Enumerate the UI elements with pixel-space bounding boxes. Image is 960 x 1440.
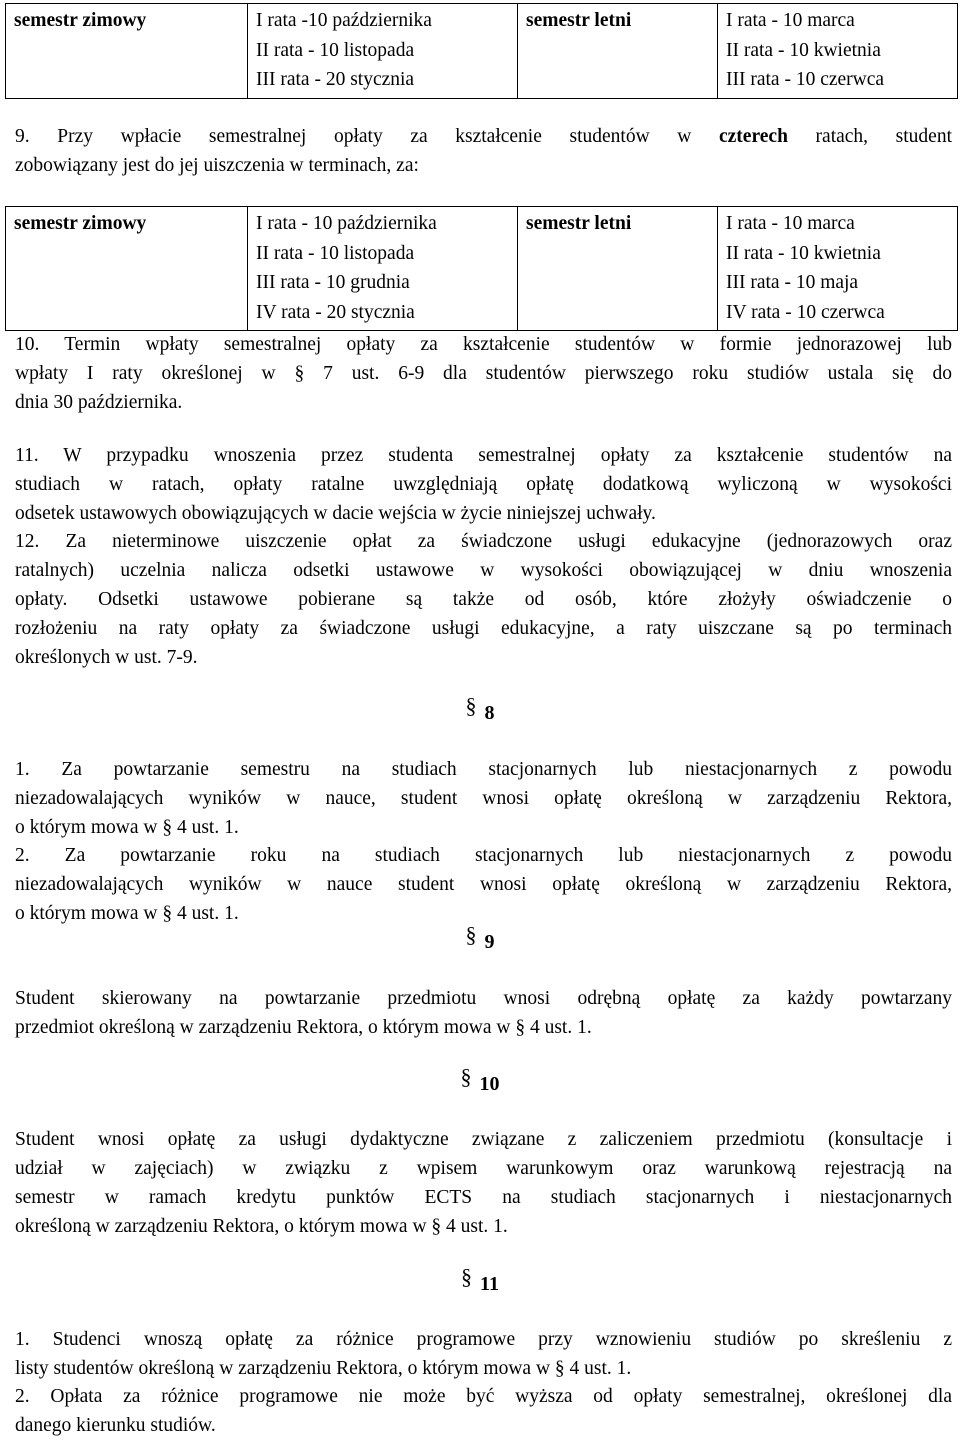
summer-rates-cell [718, 4, 958, 99]
paragraph-line: semestr w ramach kredytu punktów ECTS na studiach stacjonarnych i niestacjonarnych [15, 1187, 952, 1208]
paragraph-line: studiach w ratach, opłaty ratalne uwzględniają opłatę dodatkową wyliczoną w wysokości [15, 474, 952, 495]
paragraph-line: danego kierunku studiów. [15, 1415, 216, 1436]
paragraph-line: niezadowalających wyników w nauce, student wnosi opłatę określoną w zarządzeniu Rektora, [15, 788, 952, 809]
section-symbol: § [465, 922, 477, 947]
table-row [6, 207, 958, 331]
rate-line: I rata -10 października [256, 10, 432, 31]
paragraph-line: 1. Studenci wnoszą opłatę za różnice programowe przy wznowieniu studiów po skreśleniu z [15, 1329, 952, 1350]
paragraph-line: Student skierowany na powtarzanie przedmiotu wnosi odrębną opłatę za każdy powtarzany [15, 988, 952, 1009]
table-row [6, 4, 958, 99]
paragraph-line: udział w zajęciach) w związku z wpisem warunkowym oraz warunkową rejestracją na [15, 1158, 952, 1179]
text-run: ratach, student [787, 126, 952, 147]
rate-line: I rata - 10 marca [726, 213, 855, 234]
bold-text: czterech [719, 126, 788, 147]
paragraph-12 [15, 527, 952, 672]
section-heading-8 [0, 693, 960, 728]
section-11-paragraph-2 [15, 1382, 952, 1440]
summer-semester-label: semestr letni [518, 207, 718, 331]
section-heading-11 [0, 1264, 960, 1299]
paragraph-line: o którym mowa w § 4 ust. 1. [15, 817, 239, 838]
rate-line: III rata - 10 czerwca [726, 69, 885, 90]
section-8-paragraph-1 [15, 755, 952, 842]
paragraph-line: Student wnosi opłatę za usługi dydaktyczne związane z zaliczeniem przedmiotu (konsultacje i [15, 1129, 952, 1150]
paragraph-line: określoną w zarządzeniu Rektora, o którym mowa w § 4 ust. 1. [15, 1216, 508, 1237]
section-8-paragraph-2 [15, 841, 952, 928]
installments-table-3 [5, 3, 958, 99]
winter-semester-label: semestr zimowy [6, 4, 248, 99]
summer-semester-label: semestr letni [518, 4, 718, 99]
rate-line: II rata - 10 kwietnia [726, 39, 881, 61]
section-number: 8 [484, 702, 495, 724]
paragraph-line: listy studentów określoną w zarządzeniu Rektora, o którym mowa w § 4 ust. 1. [15, 1358, 632, 1379]
paragraph-line: odsetek ustawowych obowiązujących w dacie wejścia w życie niniejszej uchwały. [15, 503, 656, 524]
paragraph-line [15, 122, 952, 151]
rate-line: III rata - 10 grudnia [256, 272, 410, 293]
installments-table-4 [5, 206, 958, 331]
section-symbol: § [461, 1264, 473, 1289]
summer-rates-cell [718, 207, 958, 331]
paragraph-line: rozłożeniu na raty opłaty za świadczone usługi edukacyjne, a raty uiszczane są po terminach [15, 618, 952, 639]
rate-line: I rata - 10 października [256, 213, 437, 234]
paragraph-line: 2. Za powtarzanie roku na studiach stacjonarnych lub niestacjonarnych z powodu [15, 845, 952, 866]
paragraph-line: wpłaty I raty określonej w § 7 ust. 6-9 dla studentów pierwszego roku studiów ustala się do [15, 363, 952, 384]
rate-line: IV rata - 10 czerwca [726, 301, 885, 323]
paragraph-9 [15, 122, 952, 180]
rate-line: II rata - 10 listopada [256, 242, 415, 264]
text-run: 9. Przy wpłacie semestralnej opłaty za kształcenie studentów w [15, 126, 719, 147]
section-10-paragraph [15, 1125, 952, 1241]
paragraph-line: 2. Opłata za różnice programowe nie może być wyższa od opłaty semestralnej, określonej dla [15, 1386, 952, 1407]
section-number: 10 [479, 1073, 500, 1095]
paragraph-line: 12. Za nieterminowe uiszczenie opłat za świadczone usługi edukacyjne (jednorazowych oraz [15, 531, 952, 552]
paragraph-line: ratalnych) uczelnia nalicza odsetki ustawowe w wysokości obowiązującej w dniu wnoszenia [15, 560, 952, 581]
section-heading-10 [0, 1064, 960, 1099]
rate-line: III rata - 20 stycznia [256, 69, 415, 90]
paragraph-line: opłaty. Odsetki ustawowe pobierane są także od osób, które złożyły oświadczenie o [15, 589, 952, 610]
paragraph-10 [15, 330, 952, 417]
winter-rates-cell [248, 4, 518, 99]
paragraph-11 [15, 441, 952, 528]
section-9-paragraph [15, 984, 952, 1042]
paragraph-line: niezadowalających wyników w nauce student wnosi opłatę określoną w zarządzeniu Rektora, [15, 874, 952, 895]
rate-line: III rata - 10 maja [726, 272, 859, 293]
section-symbol: § [460, 1064, 472, 1089]
section-heading-9 [0, 922, 960, 957]
rate-line: II rata - 10 listopada [256, 39, 415, 61]
paragraph-line: 10. Termin wpłaty semestralnej opłaty za kształcenie studentów w formie jednorazowej lub [15, 334, 952, 355]
rate-line: II rata - 10 kwietnia [726, 242, 881, 264]
rate-line: I rata - 10 marca [726, 10, 855, 31]
paragraph-line: o którym mowa w § 4 ust. 1. [15, 903, 239, 924]
winter-rates-cell [248, 207, 518, 331]
paragraph-line: przedmiot określoną w zarządzeniu Rektora, o którym mowa w § 4 ust. 1. [15, 1017, 592, 1038]
section-symbol: § [465, 693, 477, 718]
section-number: 11 [480, 1273, 499, 1295]
winter-semester-label: semestr zimowy [6, 207, 248, 331]
section-11-paragraph-1 [15, 1325, 952, 1383]
paragraph-line: dnia 30 października. [15, 392, 183, 413]
paragraph-line: 11. W przypadku wnoszenia przez studenta semestralnej opłaty za kształcenie studentów na [15, 445, 952, 466]
paragraph-line: zobowiązany jest do jej uiszczenia w terminach, za: [15, 155, 419, 176]
paragraph-line: określonych w ust. 7-9. [15, 647, 198, 668]
paragraph-line: 1. Za powtarzanie semestru na studiach stacjonarnych lub niestacjonarnych z powodu [15, 759, 952, 780]
rate-line: IV rata - 20 stycznia [256, 301, 415, 323]
section-number: 9 [484, 931, 495, 953]
